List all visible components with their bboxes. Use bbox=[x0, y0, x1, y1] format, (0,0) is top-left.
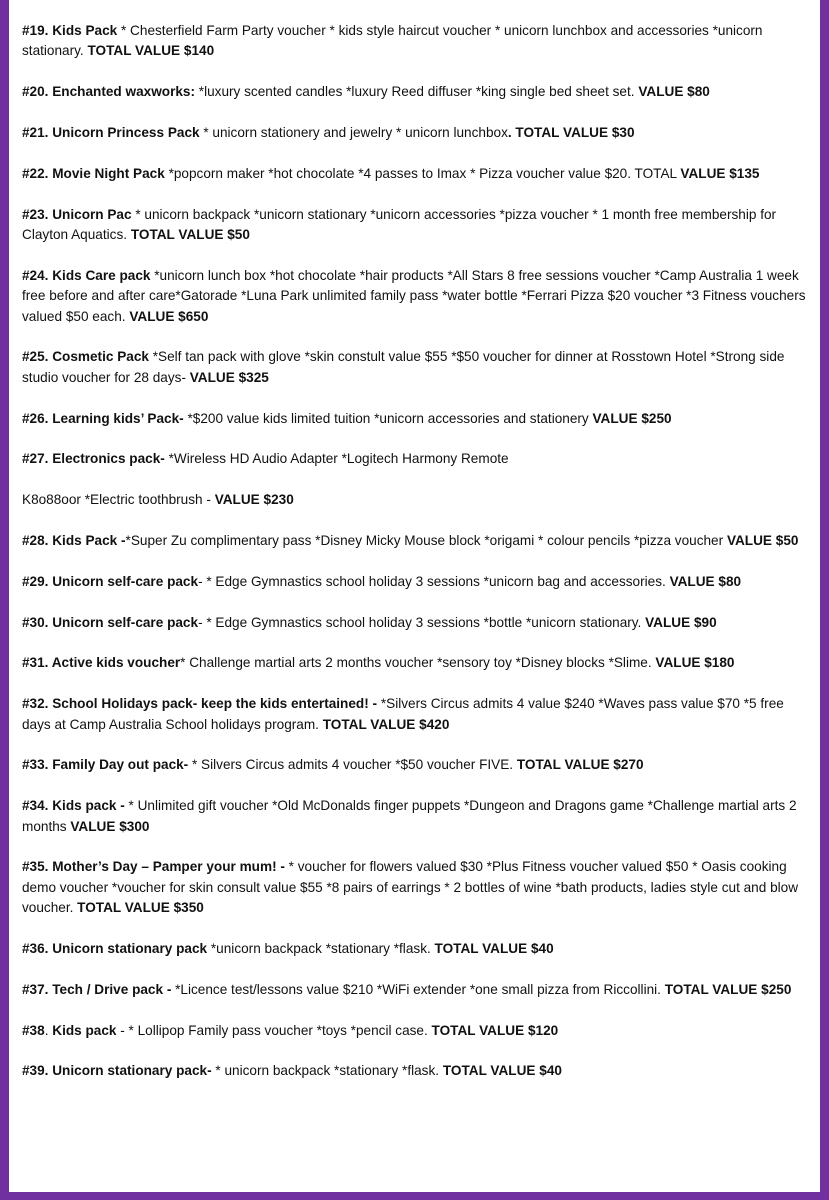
list-item bbox=[22, 796, 807, 837]
item-value: TOTAL VALUE $420 bbox=[322, 716, 450, 732]
list-item bbox=[22, 449, 807, 469]
item-value: VALUE $250 bbox=[592, 410, 672, 426]
list-item bbox=[22, 755, 807, 775]
item-description: K8o88oor *Electric toothbrush - bbox=[22, 492, 215, 508]
item-title: #23. Unicorn Pac bbox=[22, 206, 132, 222]
item-description: *Licence test/lessons value $210 *WiFi extender *one small pizza from Riccollini. bbox=[171, 981, 665, 997]
list-item bbox=[22, 123, 807, 143]
item-description: *unicorn backpack *stationary *flask. bbox=[207, 941, 435, 956]
item-value-secondary: TOTAL VALUE $120 bbox=[431, 1022, 559, 1038]
item-description: *unicorn lunch box *hot chocolate *hair products *All Stars 8 free sessions voucher *Camp Australia 1 week free before and after care*Gatorade *Luna Park unlimited family pass *water bottle *Ferrari Pizza $20 voucher *3 Fitness vouchers valued $50 each. bbox=[22, 267, 806, 324]
item-value: TOTAL VALUE $40 bbox=[442, 1063, 562, 1079]
item-value: VALUE $50 bbox=[726, 533, 799, 548]
item-title: #36. Unicorn stationary pack bbox=[22, 941, 208, 956]
item-title: #33. Family Day out pack- bbox=[22, 757, 189, 773]
list-item bbox=[22, 205, 807, 246]
list-item bbox=[22, 409, 807, 429]
item-title: #35. Mother’s Day – Pamper your mum! - bbox=[22, 859, 285, 875]
item-title: #21. Unicorn Princess Pack bbox=[22, 125, 200, 140]
item-description-secondary: - * Lollipop Family pass voucher *toys *pencil case. bbox=[116, 1022, 432, 1038]
item-value: VALUE $325 bbox=[189, 369, 269, 385]
item-description: * Silvers Circus admits 4 voucher *$50 voucher FIVE. bbox=[188, 757, 517, 773]
list-item bbox=[22, 82, 807, 102]
list-item bbox=[22, 164, 807, 184]
item-value: VALUE $135 bbox=[680, 165, 760, 181]
item-value: VALUE $300 bbox=[70, 818, 150, 834]
item-value: TOTAL VALUE $250 bbox=[664, 981, 792, 997]
list-item bbox=[22, 266, 807, 327]
item-title: #31. Active kids voucher bbox=[22, 655, 181, 671]
item-title: #22. Movie Night Pack bbox=[22, 165, 165, 181]
item-value: VALUE $230 bbox=[214, 492, 294, 508]
list-item bbox=[22, 939, 807, 959]
item-description: *$200 value kids limited tuition *unicorn accessories and stationery bbox=[183, 410, 593, 426]
list-item bbox=[22, 613, 807, 633]
item-description: - * Edge Gymnastics school holiday 3 sessions *bottle *unicorn stationary. bbox=[198, 614, 646, 630]
list-item bbox=[22, 694, 807, 735]
item-description: *popcorn maker *hot chocolate *4 passes to Imax * Pizza voucher value $20. TOTAL bbox=[164, 165, 681, 181]
list-item bbox=[22, 21, 807, 62]
item-title: #34. Kids pack - bbox=[22, 798, 125, 814]
item-description: - * Edge Gymnastics school holiday 3 sessions *unicorn bag and accessories. bbox=[198, 573, 670, 589]
list-item bbox=[22, 347, 807, 388]
item-description: . bbox=[44, 1022, 53, 1038]
item-description: * voucher for flowers valued $30 *Plus Fitness voucher valued $50 * Oasis cooking demo voucher *voucher for skin consult value $55 *8 pairs of earrings * 2 bottles of wine *bath products, ladies style cut and blow voucher. bbox=[22, 859, 799, 916]
item-title: #38 bbox=[22, 1022, 45, 1038]
item-value: VALUE $650 bbox=[129, 308, 209, 324]
list-item bbox=[22, 531, 807, 551]
item-description: * Challenge martial arts 2 months voucher *sensory toy *Disney blocks *Slime. bbox=[180, 655, 656, 671]
item-title-secondary: Kids pack bbox=[52, 1022, 117, 1038]
item-value: VALUE $80 bbox=[638, 84, 710, 100]
item-title: #20. Enchanted waxworks: bbox=[22, 84, 196, 100]
item-value: TOTAL VALUE $40 bbox=[434, 941, 554, 956]
item-description: * Unlimited gift voucher *Old McDonalds finger puppets *Dungeon and Dragons game *Challenge martial arts 2 months bbox=[22, 798, 797, 834]
list-item bbox=[22, 1021, 807, 1041]
item-value: . TOTAL VALUE $30 bbox=[507, 125, 635, 140]
item-title: #37. Tech / Drive pack - bbox=[22, 981, 172, 997]
item-value: TOTAL VALUE $270 bbox=[516, 757, 644, 773]
item-title: #24. Kids Care pack bbox=[22, 267, 151, 283]
item-description: *Wireless HD Audio Adapter *Logitech Harmony Remote bbox=[164, 451, 509, 467]
item-title: #39. Unicorn stationary pack- bbox=[22, 1063, 212, 1079]
item-description: * unicorn backpack *stationary *flask. bbox=[211, 1063, 443, 1079]
item-description: *luxury scented candles *luxury Reed diffuser *king single bed sheet set. bbox=[195, 84, 639, 100]
item-title: #25. Cosmetic Pack bbox=[22, 349, 149, 365]
item-description: *Self tan pack with glove *skin constult value $55 *$50 voucher for dinner at Rosstown Hotel *Strong side studio voucher for 28 days- bbox=[22, 349, 785, 385]
item-description: *Super Zu complimentary pass *Disney Micky Mouse block *origami * colour pencils *pizza voucher bbox=[125, 533, 727, 548]
item-description: * unicorn backpack *unicorn stationary *unicorn accessories *pizza voucher * 1 month free membership for Clayton Aquatics. bbox=[22, 206, 777, 242]
list-item bbox=[22, 490, 807, 510]
item-value: VALUE $80 bbox=[669, 573, 742, 589]
auction-item-list bbox=[22, 21, 807, 1102]
item-title: #29. Unicorn self-care pack bbox=[22, 573, 199, 589]
item-title: #26. Learning kids’ Pack- bbox=[22, 410, 184, 426]
item-value: TOTAL VALUE $140 bbox=[87, 43, 215, 59]
item-title: #32. School Holidays pack- keep the kids entertained! - bbox=[22, 696, 378, 712]
list-item bbox=[22, 980, 807, 1000]
item-value: VALUE $180 bbox=[655, 655, 735, 671]
list-item bbox=[22, 1061, 807, 1081]
list-item bbox=[22, 653, 807, 673]
item-description: *Silvers Circus admits 4 value $240 *Waves pass value $70 *5 free days at Camp Australia School holidays program. bbox=[22, 696, 784, 732]
item-title: #19. Kids Pack bbox=[22, 23, 118, 38]
item-description: * Chesterfield Farm Party voucher * kids style haircut voucher * unicorn lunchbox and accessories *unicorn stationary. bbox=[22, 23, 763, 59]
list-item bbox=[22, 857, 807, 918]
item-title: #28. Kids Pack - bbox=[22, 533, 126, 548]
item-value: VALUE $90 bbox=[645, 614, 717, 630]
item-value: TOTAL VALUE $50 bbox=[130, 227, 250, 242]
item-title: #27. Electronics pack- bbox=[22, 451, 165, 467]
item-title: #30. Unicorn self-care pack bbox=[22, 614, 199, 630]
list-item bbox=[22, 572, 807, 592]
item-description: * unicorn stationery and jewelry * unicorn lunchbox bbox=[199, 125, 508, 140]
item-value: TOTAL VALUE $350 bbox=[77, 900, 204, 916]
